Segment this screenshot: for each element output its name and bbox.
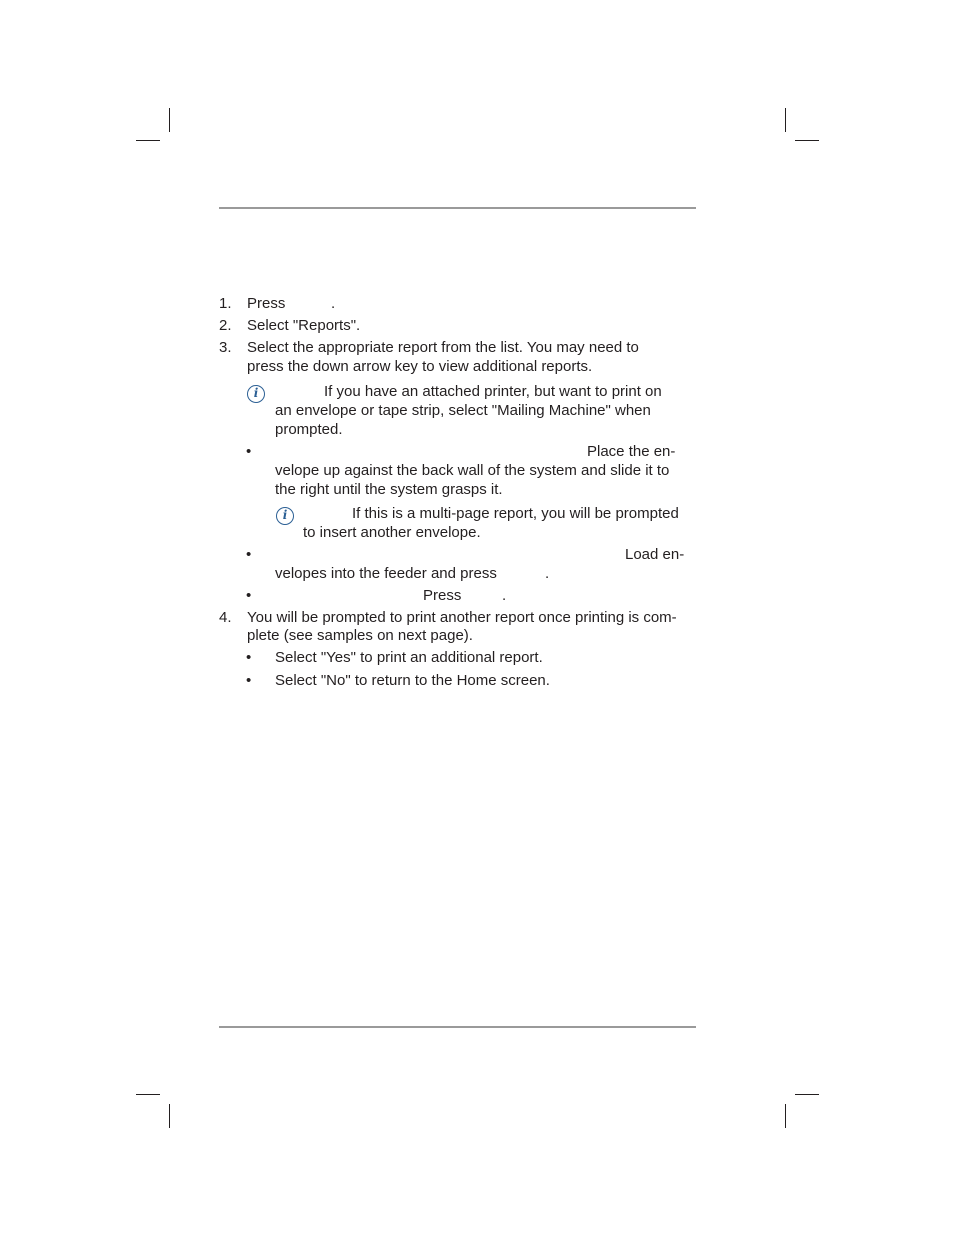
bullet-text: Select "Yes" to print an additional report. [275,649,543,666]
step-text: Press [247,295,286,312]
step-text-period: . [331,295,336,312]
step-text: Select "Reports". [247,317,361,334]
note-text: If you have an attached printer, but want to print on [324,383,662,400]
bullet-text: the right until the system grasps it. [275,481,503,498]
crop-mark-top-left-vertical [169,108,170,132]
footer-rule [219,1026,696,1028]
note-text: prompted. [275,421,343,438]
crop-mark-top-right-horizontal [795,140,819,141]
info-icon: i [276,507,294,525]
bullet-text: velopes into the feeder and press [275,565,497,582]
crop-mark-bottom-right-vertical [785,1104,786,1128]
bullet-marker: • [246,587,252,604]
step-number: 4. [219,609,232,626]
bullet-text: Select "No" to return to the Home screen. [275,672,550,689]
note-text: If this is a multi-page report, you will be prompted [352,505,679,522]
crop-mark-bottom-left-horizontal [136,1094,160,1095]
step-text: plete (see samples on next page). [247,627,473,644]
step-text: You will be prompted to print another report once printing is com- [247,609,677,626]
info-icon: i [247,385,265,403]
note-text: to insert another envelope. [303,524,481,541]
crop-mark-top-left-horizontal [136,140,160,141]
bullet-marker: • [246,546,252,563]
bullet-text-period: . [545,565,550,582]
step-number: 3. [219,339,232,356]
step-text: Select the appropriate report from the list. You may need to [247,339,639,356]
crop-mark-bottom-right-horizontal [795,1094,819,1095]
bullet-text: velope up against the back wall of the system and slide it to [275,462,670,479]
crop-mark-bottom-left-vertical [169,1104,170,1128]
bullet-text-period: . [502,587,507,604]
header-rule [219,207,696,209]
bullet-text: Press [423,587,462,604]
step-number: 1. [219,295,232,312]
bullet-marker: • [246,672,252,689]
bullet-text: Load en- [625,546,685,563]
crop-mark-top-right-vertical [785,108,786,132]
note-text: an envelope or tape strip, select "Mailing Machine" when [275,402,651,419]
step-number: 2. [219,317,232,334]
bullet-marker: • [246,649,252,666]
bullet-text: Place the en- [587,443,676,460]
step-text: press the down arrow key to view additional reports. [247,358,593,375]
bullet-marker: • [246,443,252,460]
